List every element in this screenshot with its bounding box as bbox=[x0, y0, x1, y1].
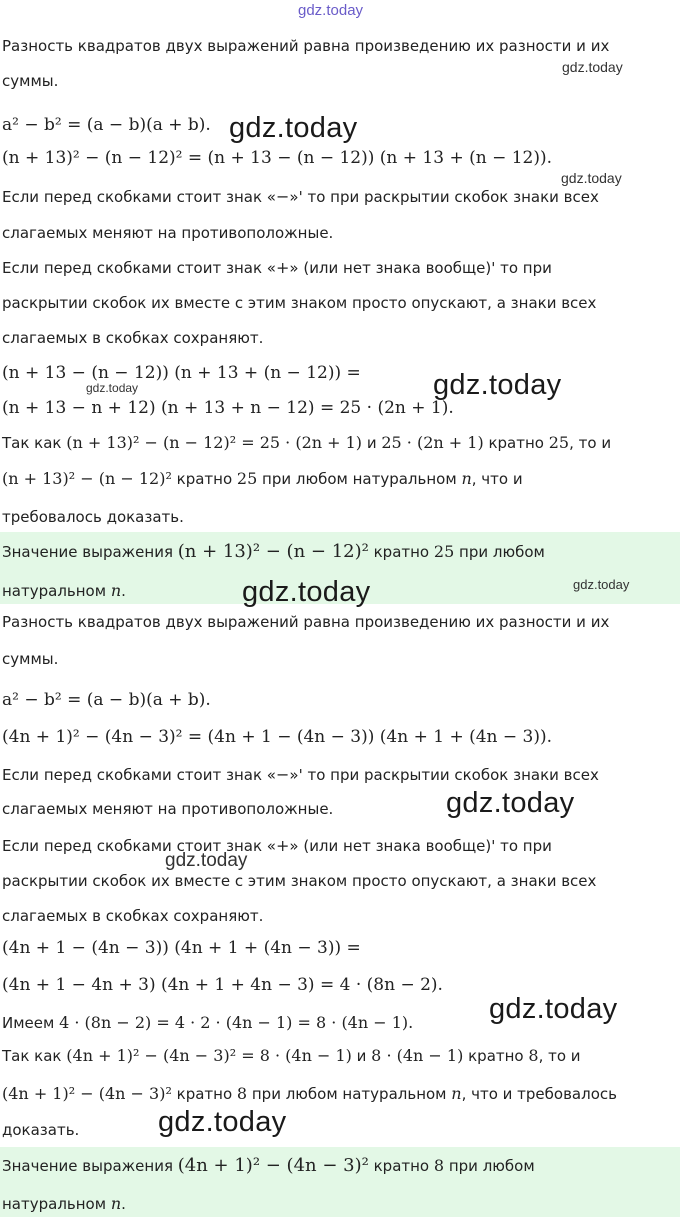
conclusion-formula: 8 · (4n − 1) bbox=[371, 1046, 464, 1065]
expansion-formula: (n + 13)² − (n − 12)² = (n + 13 − (n − 12)) (n + 13 + (n − 12)). bbox=[2, 148, 553, 168]
simplify-formula: (4n + 1 − (4n − 3)) (4n + 1 + (4n − 3)) = bbox=[2, 938, 361, 958]
watermark-small: gdz.today bbox=[165, 850, 248, 871]
have-statement bbox=[2, 1013, 413, 1032]
conclusion-text: кратно bbox=[171, 470, 237, 488]
rule-text: суммы. bbox=[2, 650, 59, 668]
plus-rule: раскрытии скобок их вместе с этим знаком просто опускают, а знаки всех bbox=[2, 294, 597, 312]
conclusion-variable: n bbox=[451, 1084, 462, 1103]
minus-sign: − bbox=[275, 187, 290, 206]
conclusion-formula: (4n + 1)² − (4n − 3)² bbox=[2, 1084, 172, 1103]
minus-rule-text: »' то при раскрытии скобок знаки всех bbox=[289, 188, 599, 206]
expansion-formula: (4n + 1)² − (4n − 3)² = (4n + 1 − (4n − 3)) (4n + 1 + (4n − 3)). bbox=[2, 727, 553, 747]
conclusion-formula: 25 · (2n + 1) bbox=[381, 433, 484, 452]
conclusion-formula: (n + 13)² − (n − 12)² bbox=[2, 469, 172, 488]
answer-formula: (n + 13)² − (n − 12)² bbox=[177, 541, 369, 562]
minus-rule: слагаемых меняют на противоположные. bbox=[2, 224, 334, 242]
minus-rule bbox=[2, 765, 599, 784]
watermark-large: gdz.today bbox=[229, 112, 358, 144]
answer bbox=[2, 541, 545, 562]
answer-variable: n bbox=[110, 1194, 122, 1213]
conclusion-text: Так как bbox=[2, 1047, 67, 1065]
have-text: Имеем bbox=[2, 1014, 60, 1032]
conclusion-number: 8 bbox=[528, 1046, 539, 1065]
plus-rule: слагаемых в скобках сохраняют. bbox=[2, 907, 264, 925]
watermark-large: gdz.today bbox=[158, 1106, 287, 1138]
minus-sign: − bbox=[275, 765, 290, 784]
plus-rule bbox=[2, 836, 552, 855]
minus-rule-text: Если перед скобками стоит знак « bbox=[2, 766, 276, 784]
answer-text: при любом bbox=[444, 1157, 535, 1175]
answer-variable: n bbox=[110, 581, 122, 600]
simplify-formula: (4n + 1 − 4n + 3) (4n + 1 + 4n − 3) = 4 · (8n − 2). bbox=[2, 975, 443, 995]
minus-rule-text: Если перед скобками стоит знак « bbox=[2, 188, 276, 206]
plus-rule-text: Если перед скобками стоит знак « bbox=[2, 259, 276, 277]
minus-rule: слагаемых меняют на противоположные. bbox=[2, 800, 334, 818]
conclusion-text: при любом натуральном bbox=[247, 1085, 452, 1103]
answer-text: при любом bbox=[454, 543, 545, 561]
rule-text: Разность квадратов двух выражений равна произведению их разности и их bbox=[2, 37, 610, 55]
plus-sign: + bbox=[275, 258, 290, 277]
watermark-small: gdz.today bbox=[561, 170, 622, 186]
conclusion: требовалось доказать. bbox=[2, 508, 184, 526]
conclusion bbox=[2, 1084, 617, 1103]
conclusion-text: кратно bbox=[483, 434, 549, 452]
answer-text: кратно bbox=[368, 1157, 434, 1175]
answer-text: Значение выражения bbox=[2, 1157, 178, 1175]
conclusion-text: , то и bbox=[538, 1047, 581, 1065]
conclusion-formula: (n + 13)² − (n − 12)² = 25 · (2n + 1) bbox=[66, 433, 363, 452]
conclusion-text: при любом натуральном bbox=[257, 470, 462, 488]
have-formula: 4 · (8n − 2) = 4 · 2 · (4n − 1) = 8 · (4n − 1). bbox=[59, 1013, 414, 1032]
rule-text: суммы. bbox=[2, 72, 59, 90]
minus-rule-text: »' то при раскрытии скобок знаки всех bbox=[289, 766, 599, 784]
plus-rule: слагаемых в скобках сохраняют. bbox=[2, 329, 264, 347]
conclusion bbox=[2, 469, 523, 488]
answer-number: 25 bbox=[433, 542, 455, 561]
simplify-formula: (n + 13 − (n − 12)) (n + 13 + (n − 12)) = bbox=[2, 363, 361, 383]
answer bbox=[2, 1194, 126, 1213]
plus-sign: + bbox=[275, 836, 290, 855]
identity-formula: a² − b² = (a − b)(a + b). bbox=[2, 115, 211, 135]
conclusion: доказать. bbox=[2, 1121, 80, 1139]
simplify-formula: (n + 13 − n + 12) (n + 13 + n − 12) = 25 · (2n + 1). bbox=[2, 398, 454, 418]
conclusion-text: Так как bbox=[2, 434, 67, 452]
answer-text: кратно bbox=[368, 543, 434, 561]
conclusion-text: кратно bbox=[171, 1085, 237, 1103]
conclusion-number: 8 bbox=[236, 1084, 248, 1103]
watermark-small: gdz.today bbox=[562, 59, 623, 75]
conclusion-formula: (4n + 1)² − (4n − 3)² = 8 · (4n − 1) bbox=[66, 1046, 352, 1065]
plus-rule bbox=[2, 258, 552, 277]
answer-text: натуральном bbox=[2, 582, 111, 600]
conclusion-text: , что и bbox=[471, 470, 523, 488]
plus-rule-text: Если перед скобками стоит знак « bbox=[2, 837, 276, 855]
conclusion-text: , то и bbox=[569, 434, 612, 452]
answer-text: . bbox=[121, 1195, 126, 1213]
answer-text: натуральном bbox=[2, 1195, 111, 1213]
watermark-large: gdz.today bbox=[489, 993, 618, 1025]
conclusion-text: и bbox=[362, 434, 382, 452]
answer bbox=[2, 581, 126, 600]
watermark-large: gdz.today bbox=[242, 576, 371, 608]
rule-text: Разность квадратов двух выражений равна произведению их разности и их bbox=[2, 613, 610, 631]
plus-rule-text: » (или нет знака вообще)' то при bbox=[289, 259, 552, 277]
plus-rule: раскрытии скобок их вместе с этим знаком просто опускают, а знаки всех bbox=[2, 872, 597, 890]
watermark-large: gdz.today bbox=[446, 787, 575, 819]
answer bbox=[2, 1155, 535, 1176]
watermark-small: gdz.today bbox=[573, 577, 630, 592]
minus-rule bbox=[2, 187, 599, 206]
conclusion-number: 25 bbox=[236, 469, 258, 488]
plus-rule-text: » (или нет знака вообще)' то при bbox=[289, 837, 552, 855]
answer-text: . bbox=[121, 582, 126, 600]
conclusion-number: 25 bbox=[548, 433, 570, 452]
conclusion-text: кратно bbox=[463, 1047, 529, 1065]
watermark-large: gdz.today bbox=[433, 369, 562, 401]
answer-number: 8 bbox=[433, 1156, 445, 1175]
conclusion-text: , что и требовалось bbox=[461, 1085, 617, 1103]
conclusion-text: и bbox=[351, 1047, 372, 1065]
answer-text: Значение выражения bbox=[2, 543, 178, 561]
conclusion bbox=[2, 433, 611, 452]
conclusion-variable: n bbox=[461, 469, 472, 488]
watermark-top: gdz.today bbox=[298, 2, 364, 19]
identity-formula: a² − b² = (a − b)(a + b). bbox=[2, 690, 211, 710]
conclusion bbox=[2, 1046, 581, 1065]
watermark-small: gdz.today bbox=[86, 381, 139, 395]
answer-formula: (4n + 1)² − (4n − 3)² bbox=[177, 1155, 369, 1176]
